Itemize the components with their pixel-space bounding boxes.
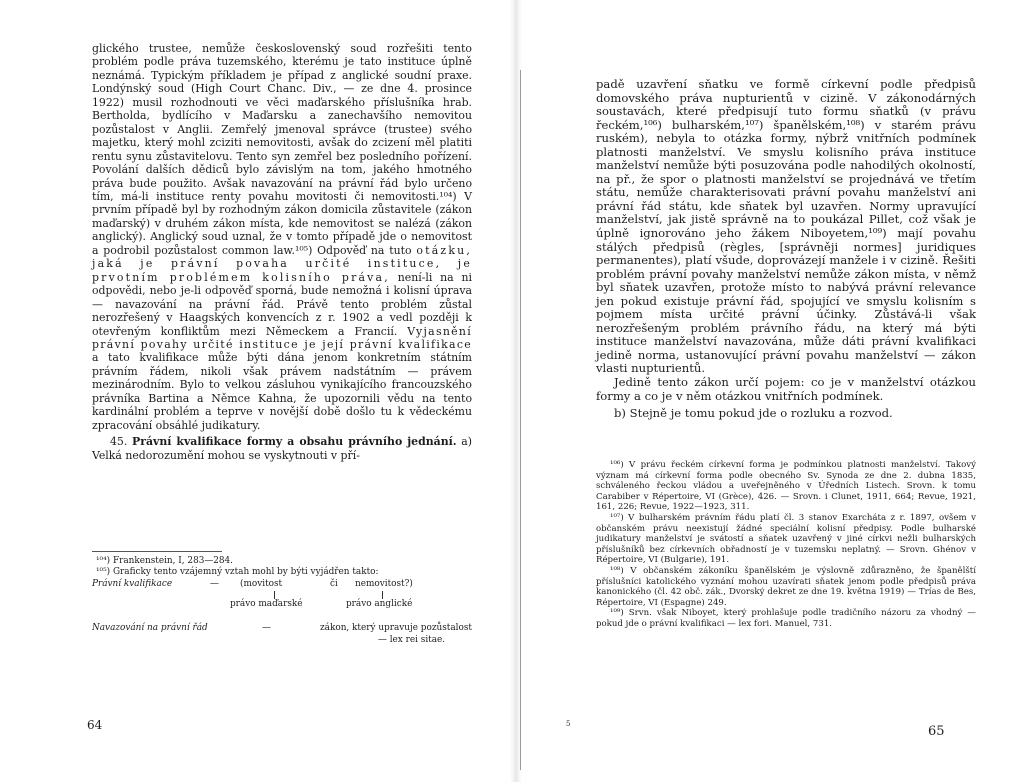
qualification-scheme xyxy=(92,579,472,623)
left-page-body xyxy=(92,42,472,462)
scheme-navigation-dash: — xyxy=(262,622,271,633)
scheme-connector-right xyxy=(382,591,383,599)
scheme-label-movable: (movitost xyxy=(240,578,283,589)
scheme-navigation-row xyxy=(92,623,472,653)
scheme-lex-rei-sitae: — lex rei sitae. xyxy=(378,634,446,645)
scheme-connector-left xyxy=(274,591,275,599)
scheme-label-or: či xyxy=(330,578,338,589)
margin-mark: 5 xyxy=(566,720,571,728)
right-paragraph-1: padě uzavření sňatku ve formě církevní podle předpisů domovského práva nupturientů v cizině. V zákonodárných soustavách, které předpisují tuto formu sňatků (v právu řeckém,¹⁰⁶) bulharském,¹⁰⁷) španělském,¹⁰⁸) v starém právu ruském), nebyla to otázka formy, nýbrž vnitřních podmínek platnosti manželství. Ve smyslu kolisního práva instituce manželství nemůže býti posuzována podle nahodilých okolností, na př., že spor o platnosti manželství se projednává ve třetím státu, nemůže charakterisovati právní povahu manželství ani právní řád státu, kde sňatek byl uzavřen. Normy upravující manželství, jak jistě správně na to poukázal Pillet, což však je úplně ignorováno jeho žákem Niboyetem,¹⁰⁹) mají povahu stálých předpisů (règles, [správněji normes] juridiques permanentes), platí všude, doprovázejí manžele i v cizině. Řešiti problém právní povahy manželství nemůže zákon místa, v němž byl sňatek uzavřen, protože místo to nabývá právní relevance jen pokud existuje právní řád, spojující ve smyslu kolisním s pojmem místa určité právní účinky. Zůstává-li však nerozřešeným problém právního řádu, na který má býti instituce manželství navazována, může dáti právní kvalifikaci jedině norma, ustanovující právní povahu manželství — zákon vlasti nupturientů. xyxy=(596,77,976,376)
right-paragraph-3: b) Stejně je tomu pokud jde o rozluku a rozvod. xyxy=(614,406,893,421)
right-page xyxy=(512,0,1024,782)
scheme-label-immovable: nemovitost?) xyxy=(355,578,413,589)
footnote-109: ¹⁰⁹) Srvn. však Niboyet, který prohlašuje podle tradičního názoru za vhodný — pokud jde o právní kvalifikaci — lex fori. Manuel, 731. xyxy=(596,608,976,629)
scheme-dash: — xyxy=(210,578,219,589)
right-page-body xyxy=(596,78,976,421)
footnote-106: ¹⁰⁶) V právu řeckém církevní forma je podmínkou platnosti manželství. Takový význam má církevní forma podle obecného Sv. Synoda ze dne 2. dubna 1835, schváleného řeckou vládou a uveřejněného v Úředních Listech. Srovn. k tomu Carabiber v Répertoire, VI (Grèce), 426. — Srovn. i Clunet, 1911, 664; Revue, 1921, 161, 226; Revue, 1922—1923, 311. xyxy=(596,460,976,513)
scheme-title: Právní kvalifikace xyxy=(92,578,173,589)
left-footnotes xyxy=(92,548,472,653)
footnote-105: ¹⁰⁵) Graficky tento vzájemný vztah mohl by býti vyjádřen takto: xyxy=(96,567,379,578)
page-number-left: 64 xyxy=(87,718,103,732)
right-paragraph-2: Jedině tento zákon určí pojem: co je v manželství otázkou formy a co je v něm otázkou vnitřních podmínek. xyxy=(596,375,976,403)
footnote-107: ¹⁰⁷) V bulharském právním řádu platí čl. 3 stanov Exarcháta z r. 1897, ovšem v občanském právu neexistují žádné speciální kolisní předpisy. Podle bulharské judikatury manželství je svátostí a sňatek uzavřený v jiné církvi nežli bulharských příslušníků bez církevních obřadností je v tuzemsku neplatný. — Srovn. Ghénov v Répertoire, VI (Bulgarie), 191. xyxy=(596,512,976,566)
footnote-rule xyxy=(92,551,222,552)
scheme-navigation: Navazování na právní řád xyxy=(92,622,208,633)
scheme-law-hungarian: právo maďarské xyxy=(230,598,303,609)
footnote-104: ¹⁰⁴) Frankenstein, I, 283—284. xyxy=(96,556,234,566)
scheme-law-english: právo anglické xyxy=(346,598,413,609)
right-footnotes xyxy=(596,460,976,630)
page-number-right: 65 xyxy=(928,724,945,739)
footnote-108: ¹⁰⁸) V občanském zákoníku španělském je výslovně zdůrazněno, že španělští příslušníci katolického vyznání mohou uzavírati sňatek jenom podle předpisů práva kanonického (čl. 42 obč. zák., Dvorský dekret ze dne 19. května 1919) — Trías de Bes, Répertoire, VI (Espagne) 249. xyxy=(596,565,976,608)
scheme-result: zákon, který upravuje pozůstalost xyxy=(320,622,472,633)
left-paragraph-main: glického trustee, nemůže československý soud rozřešiti tento problém podle práva tuzemského, kterému je tato instituce úplně neznámá. Typickým příkladem je případ z anglické soudní praxe. Londýnský soud (High Court Chanc. Div., — ze dne 4. prosince 1922) musil rozhodnouti ve věci maďarského příslušníka hrab. Bertholda, bydlícího v Maďarsku a zanechavšího nemovitou pozůstalost v Anglii. Zemřelý jmenoval správce (trustee) svého majetku, který mohl zciziti nemovitosti, avšak do zcizení měl platiti rentu synu zůstavitelovu. Tento syn zemřel bez posledního pořízení. Povolání dalších dědiců bylo závislým na tom, jakého hmotného práva bude použito. Avšak navazování na právní řád bylo určeno tím, má-li instituce renty povahu movitosti či nemovitosti.¹⁰⁴) V prvním případě byl by rozhodným zákon domicila zůstavitele (zákon maďarský) v druhém zákon místa, kde nemovitost se nalézá (zákon anglický). Anglický soud uznal, že v tomto případě jde o nemovitost a podrobil pozůstalost common law.¹⁰⁵) Odpověď na tuto otázku, jaká je právní povaha určité instituce, je prvotním problémem kolisního práva, není-li na ni odpovědi, nebo je-li odpověď sporná, bude nemožná i kolisní úprava — navazování na právní řád. Právě tento problém zůstal nerozřešený v Haagských konvencích z r. 1902 a vedl později k otevřeným konfliktům mezi Německem a Francií. Vyjasnění právní povahy určité instituce je její právní kvalifikace a tato kvalifikace může býti dána jenom konkretním státním právním řádem, nikoli však právem nadstátním — právem mezinárodním. Bylo to velkou zásluhou vynikajícího francouzského právníka Bartina a Němce Kahna, že upozornili vědu na tento kardinální problém a teprve v novější době došlo tu k vědeckému zpracování obsáhlé judikatury. xyxy=(92,42,473,432)
section-45-heading: 45. Právní kvalifikace formy a obsahu právního jednání. a) Velká nedorozumění mohou se vyskytnouti v pří- xyxy=(92,435,472,462)
